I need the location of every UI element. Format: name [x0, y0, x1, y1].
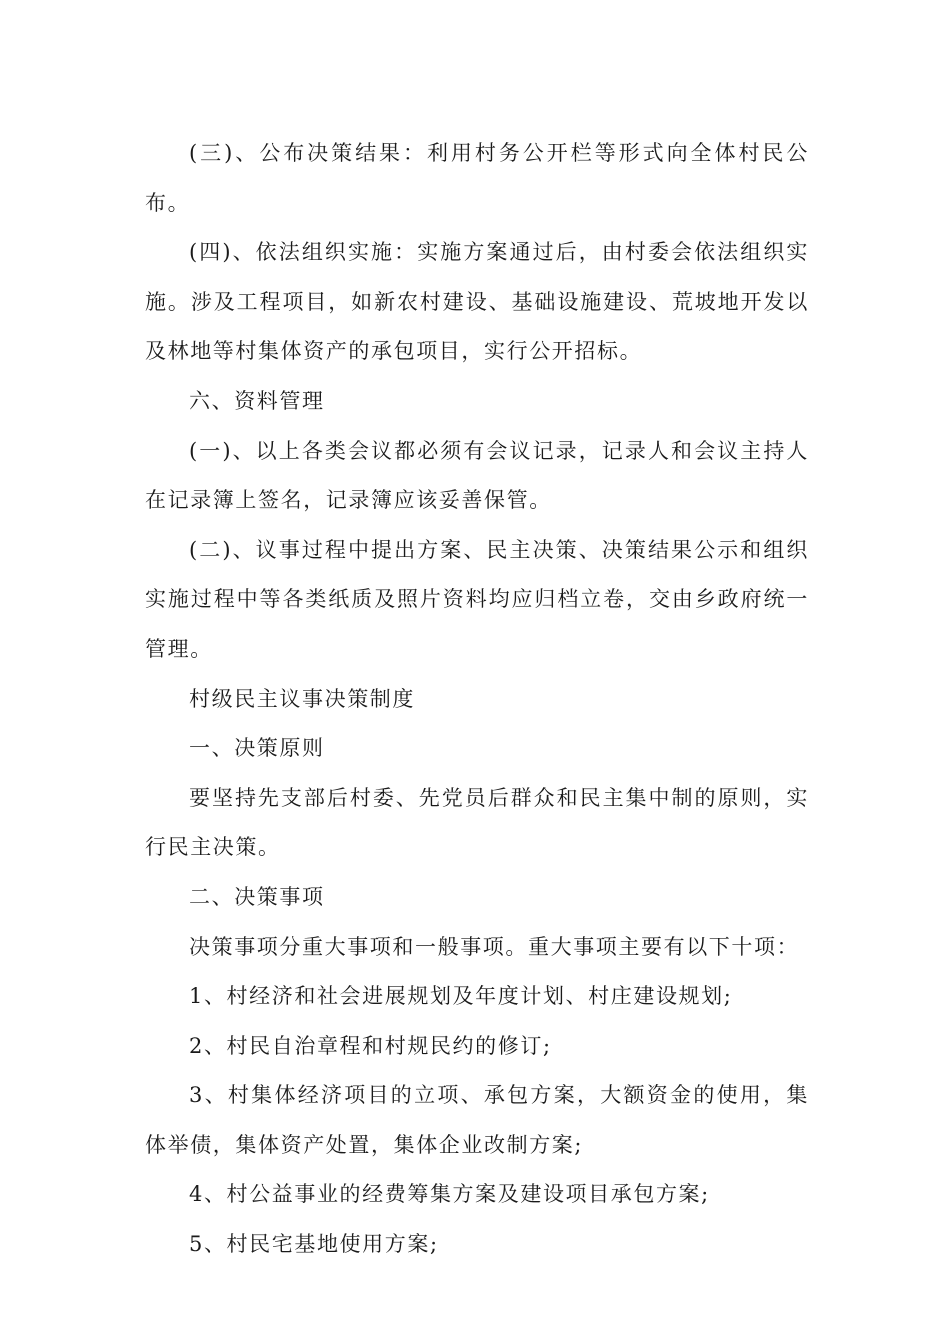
paragraph-meeting-records: (一)、以上各类会议都必须有会议记录，记录人和会议主持人在记录簿上签名，记录簿应该妥善保管。: [145, 438, 809, 513]
paragraph-matters-intro: 决策事项分重大事项和一般事项。重大事项主要有以下十项：: [189, 934, 800, 959]
paragraph-publish-results: (三)、公布决策结果：利用村务公开栏等形式向全体村民公布。: [145, 141, 809, 215]
paragraph-principles: 要坚持先支部后村委、先党员后群众和民主集中制的原则，实行民主决策。: [145, 785, 809, 860]
list-item: 2、村民自治章程和村规民约的修订;: [189, 1033, 552, 1058]
section-heading-principles: 一、决策原则: [189, 736, 325, 761]
paragraph-archiving: (二)、议事过程中提出方案、民主决策、决策结果公示和组织实施过程中等各类纸质及照片资料均应归档立卷，交由乡政府统一管理。: [145, 537, 809, 661]
section-heading-records: 六、资料管理: [189, 388, 325, 413]
list-item: 5、村民宅基地使用方案;: [189, 1232, 439, 1257]
section-heading-matters: 二、决策事项: [189, 884, 325, 909]
list-item: 3、村集体经济项目的立项、承包方案，大额资金的使用，集体举债，集体资产处置，集体企业改制方案;: [145, 1083, 809, 1157]
document-title: 村级民主议事决策制度: [189, 686, 415, 711]
paragraph-implementation: (四)、依法组织实施：实施方案通过后，由村委会依法组织实施。涉及工程项目，如新农村建设、基础设施建设、荒坡地开发以及林地等村集体资产的承包项目，实行公开招标。: [145, 240, 809, 364]
list-item: 1、村经济和社会进展规划及年度计划、村庄建设规划;: [189, 984, 733, 1009]
document-body: [145, 129, 809, 1270]
list-item: 4、村公益事业的经费筹集方案及建设项目承包方案;: [189, 1182, 710, 1207]
